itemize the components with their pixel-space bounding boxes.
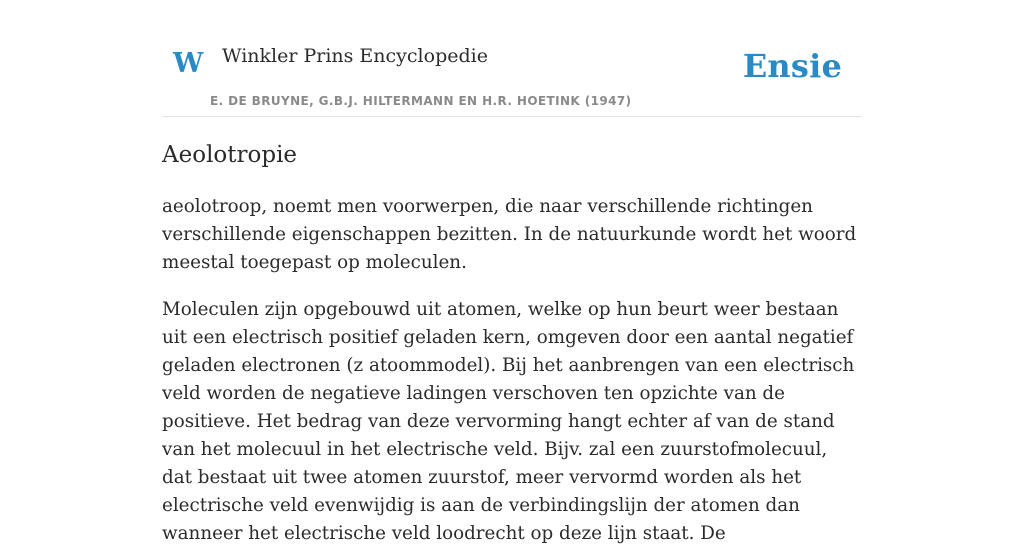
article-title: Aeolotropie <box>162 142 298 168</box>
article-paragraph: aeolotroop, noemt men voorwerpen, die naar verschillende richtingen verschillende eigenschappen bezitten. In de natuurkunde wordt het woord meestal toegepast op moleculen. <box>162 195 857 273</box>
book-title-link[interactable]: Winkler Prins Encyclopedie <box>222 45 488 67</box>
authors-line: E. DE BRUYNE, G.B.J. HILTERMANN EN H.R. HOETINK (1947) <box>210 94 632 108</box>
page-container <box>162 0 862 548</box>
encyclopedia-logo[interactable]: W <box>173 48 204 79</box>
ensie-logo[interactable]: Ensie <box>742 47 842 85</box>
article-paragraph: Moleculen zijn opgebouwd uit atomen, welke op hun beurt weer bestaan uit een electrisch positief geladen kern, omgeven door een aantal negatief geladen electronen (z atoommodel). Bij het aanbrengen van een electrisch veld worden de negatieve ladingen verschoven ten opzichte van de positieve. Het bedrag van deze vervorming hangt echter af van de stand van het molecuul in het electrische veld. Bijv. zal een zuurstofmolecuul, dat bestaat uit twee atomen zuurstof, meer vervormd worden als het electrische veld evenwijdig is aan de verbindingslijn der atomen dan wanneer het electrische veld loodrecht op deze lijn staat. De <box>162 298 855 544</box>
site-header <box>162 0 862 117</box>
article <box>162 141 862 548</box>
